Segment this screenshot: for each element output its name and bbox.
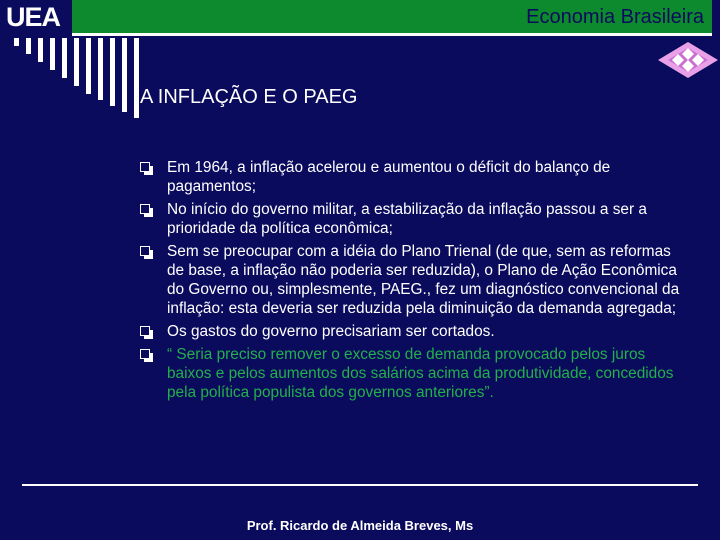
diamond-cluster-icon	[656, 40, 720, 80]
header-divider	[72, 36, 712, 38]
bullet-text: Sem se preocupar com a idéia do Plano Trienal (de que, sem as reformas de base, a inflação não poderia ser reduzida), o Plano de Ação Econômica do Governo ou, simplesmente, PAEG., fez um diagnóstico convencional da inflação: esta deveria ser reduzida pela diminuição da demanda agregada;	[167, 242, 680, 318]
header-bar	[72, 0, 712, 33]
square-bullet-icon	[140, 162, 150, 172]
bullet-text: Os gastos do governo precisariam ser cortados.	[167, 323, 495, 341]
list-item	[140, 242, 680, 319]
list-item	[140, 158, 680, 196]
bullet-text: No início do governo militar, a estabilização da inflação passou a ser a prioridade da política econômica;	[167, 200, 647, 238]
header-edge	[712, 0, 720, 44]
quote-text: “ Seria preciso remover o excesso de demanda provocado pelos juros baixos e pelos aumentos dos salários acima da produtividade, concedidos pela política populista dos governos anteriores”.	[167, 345, 674, 402]
decorative-stripes	[0, 38, 150, 118]
list-item	[140, 345, 680, 403]
square-bullet-icon	[140, 349, 150, 359]
footer-author: Prof. Ricardo de Almeida Breves, Ms	[246, 518, 474, 533]
square-bullet-icon	[140, 204, 150, 214]
list-item	[140, 200, 680, 238]
uea-logo	[0, 0, 72, 38]
square-bullet-icon	[140, 246, 150, 256]
header-title: Economia Brasileira	[526, 6, 704, 28]
list-item	[140, 322, 680, 341]
square-bullet-icon	[140, 326, 150, 336]
bullet-text: Em 1964, a inflação acelerou e aumentou o déficit do balanço de pagamentos;	[167, 159, 611, 196]
uea-logo-text: UEA	[6, 2, 61, 32]
slide-title: A INFLAÇÃO E O PAEG	[140, 86, 358, 108]
bullet-list	[140, 158, 680, 406]
footer-divider	[22, 484, 698, 486]
